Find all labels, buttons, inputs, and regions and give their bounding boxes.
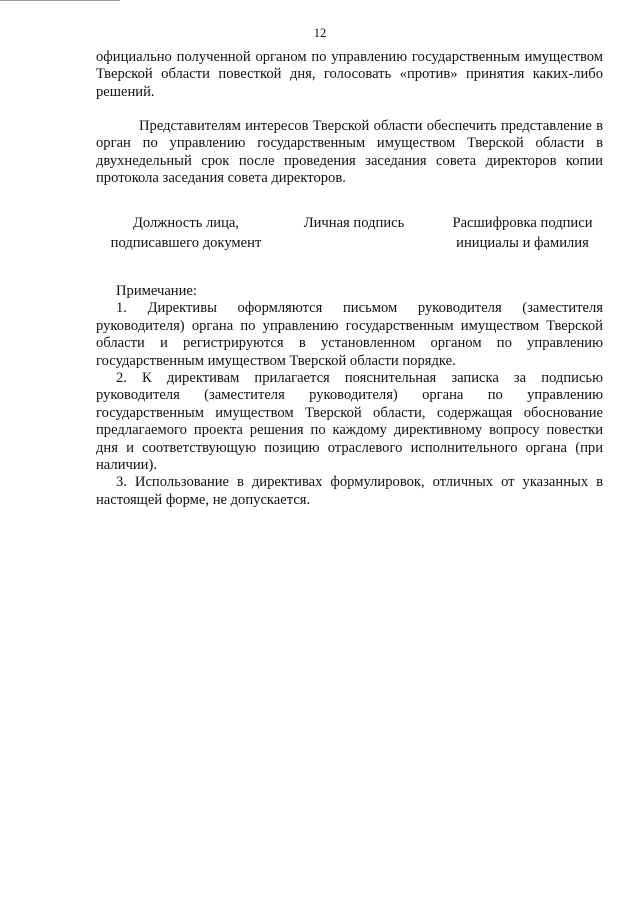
body-paragraph-continuation xyxy=(96,49,603,101)
signature-position-line2: подписавшего документ xyxy=(110,235,262,251)
note-item-2: 2. К директивам прилагается пояснительная записка за подписью руководителя (заместителя руководителя) органа по управлению государственным имуществом Тверской области, содержащая обоснование предлагаемого проекта решения по каждому директивному вопросу повестки дня и соответствующую позицию отраслевого исполнительного органа (при наличии). xyxy=(96,370,603,474)
scan-edge-mark xyxy=(0,0,120,2)
note-item-3: 3. Использование в директивах формулировок, отличных от указанных в настоящей форме, не допускается. xyxy=(96,474,603,508)
signature-decode-label xyxy=(440,213,605,253)
page-number: 12 xyxy=(313,26,327,40)
notes-title: Примечание: xyxy=(116,283,197,299)
signature-personal-text: Личная подпись xyxy=(303,215,405,231)
paragraph-text: официально полученной органом по управлению государственным имуществом Тверской области повесткой дня, голосовать «против» принятия каких-либо решений. xyxy=(96,49,603,100)
signature-personal-label xyxy=(296,213,412,233)
signature-position-label xyxy=(96,213,276,253)
paragraph-text: Представителям интересов Тверской области обеспечить представление в орган по управлению государственным имуществом Тверской области в двухнедельный срок после проведения заседания совета директоров копии протокола заседания совета директоров. xyxy=(96,118,603,187)
signature-decode-line2: инициалы и фамилия xyxy=(456,235,589,251)
signature-position-line1: Должность лица, xyxy=(132,215,240,231)
signature-decode-line1: Расшифровка подписи xyxy=(452,215,593,231)
body-paragraph-representatives xyxy=(96,118,603,188)
notes-section xyxy=(96,283,603,509)
note-item-1: 1. Директивы оформляются письмом руководителя (заместителя руководителя) органа по управлению государственным имуществом Тверской области и регистрируются в установленном органом по управлению государственным имуществом Тверской области порядке. xyxy=(96,300,603,369)
